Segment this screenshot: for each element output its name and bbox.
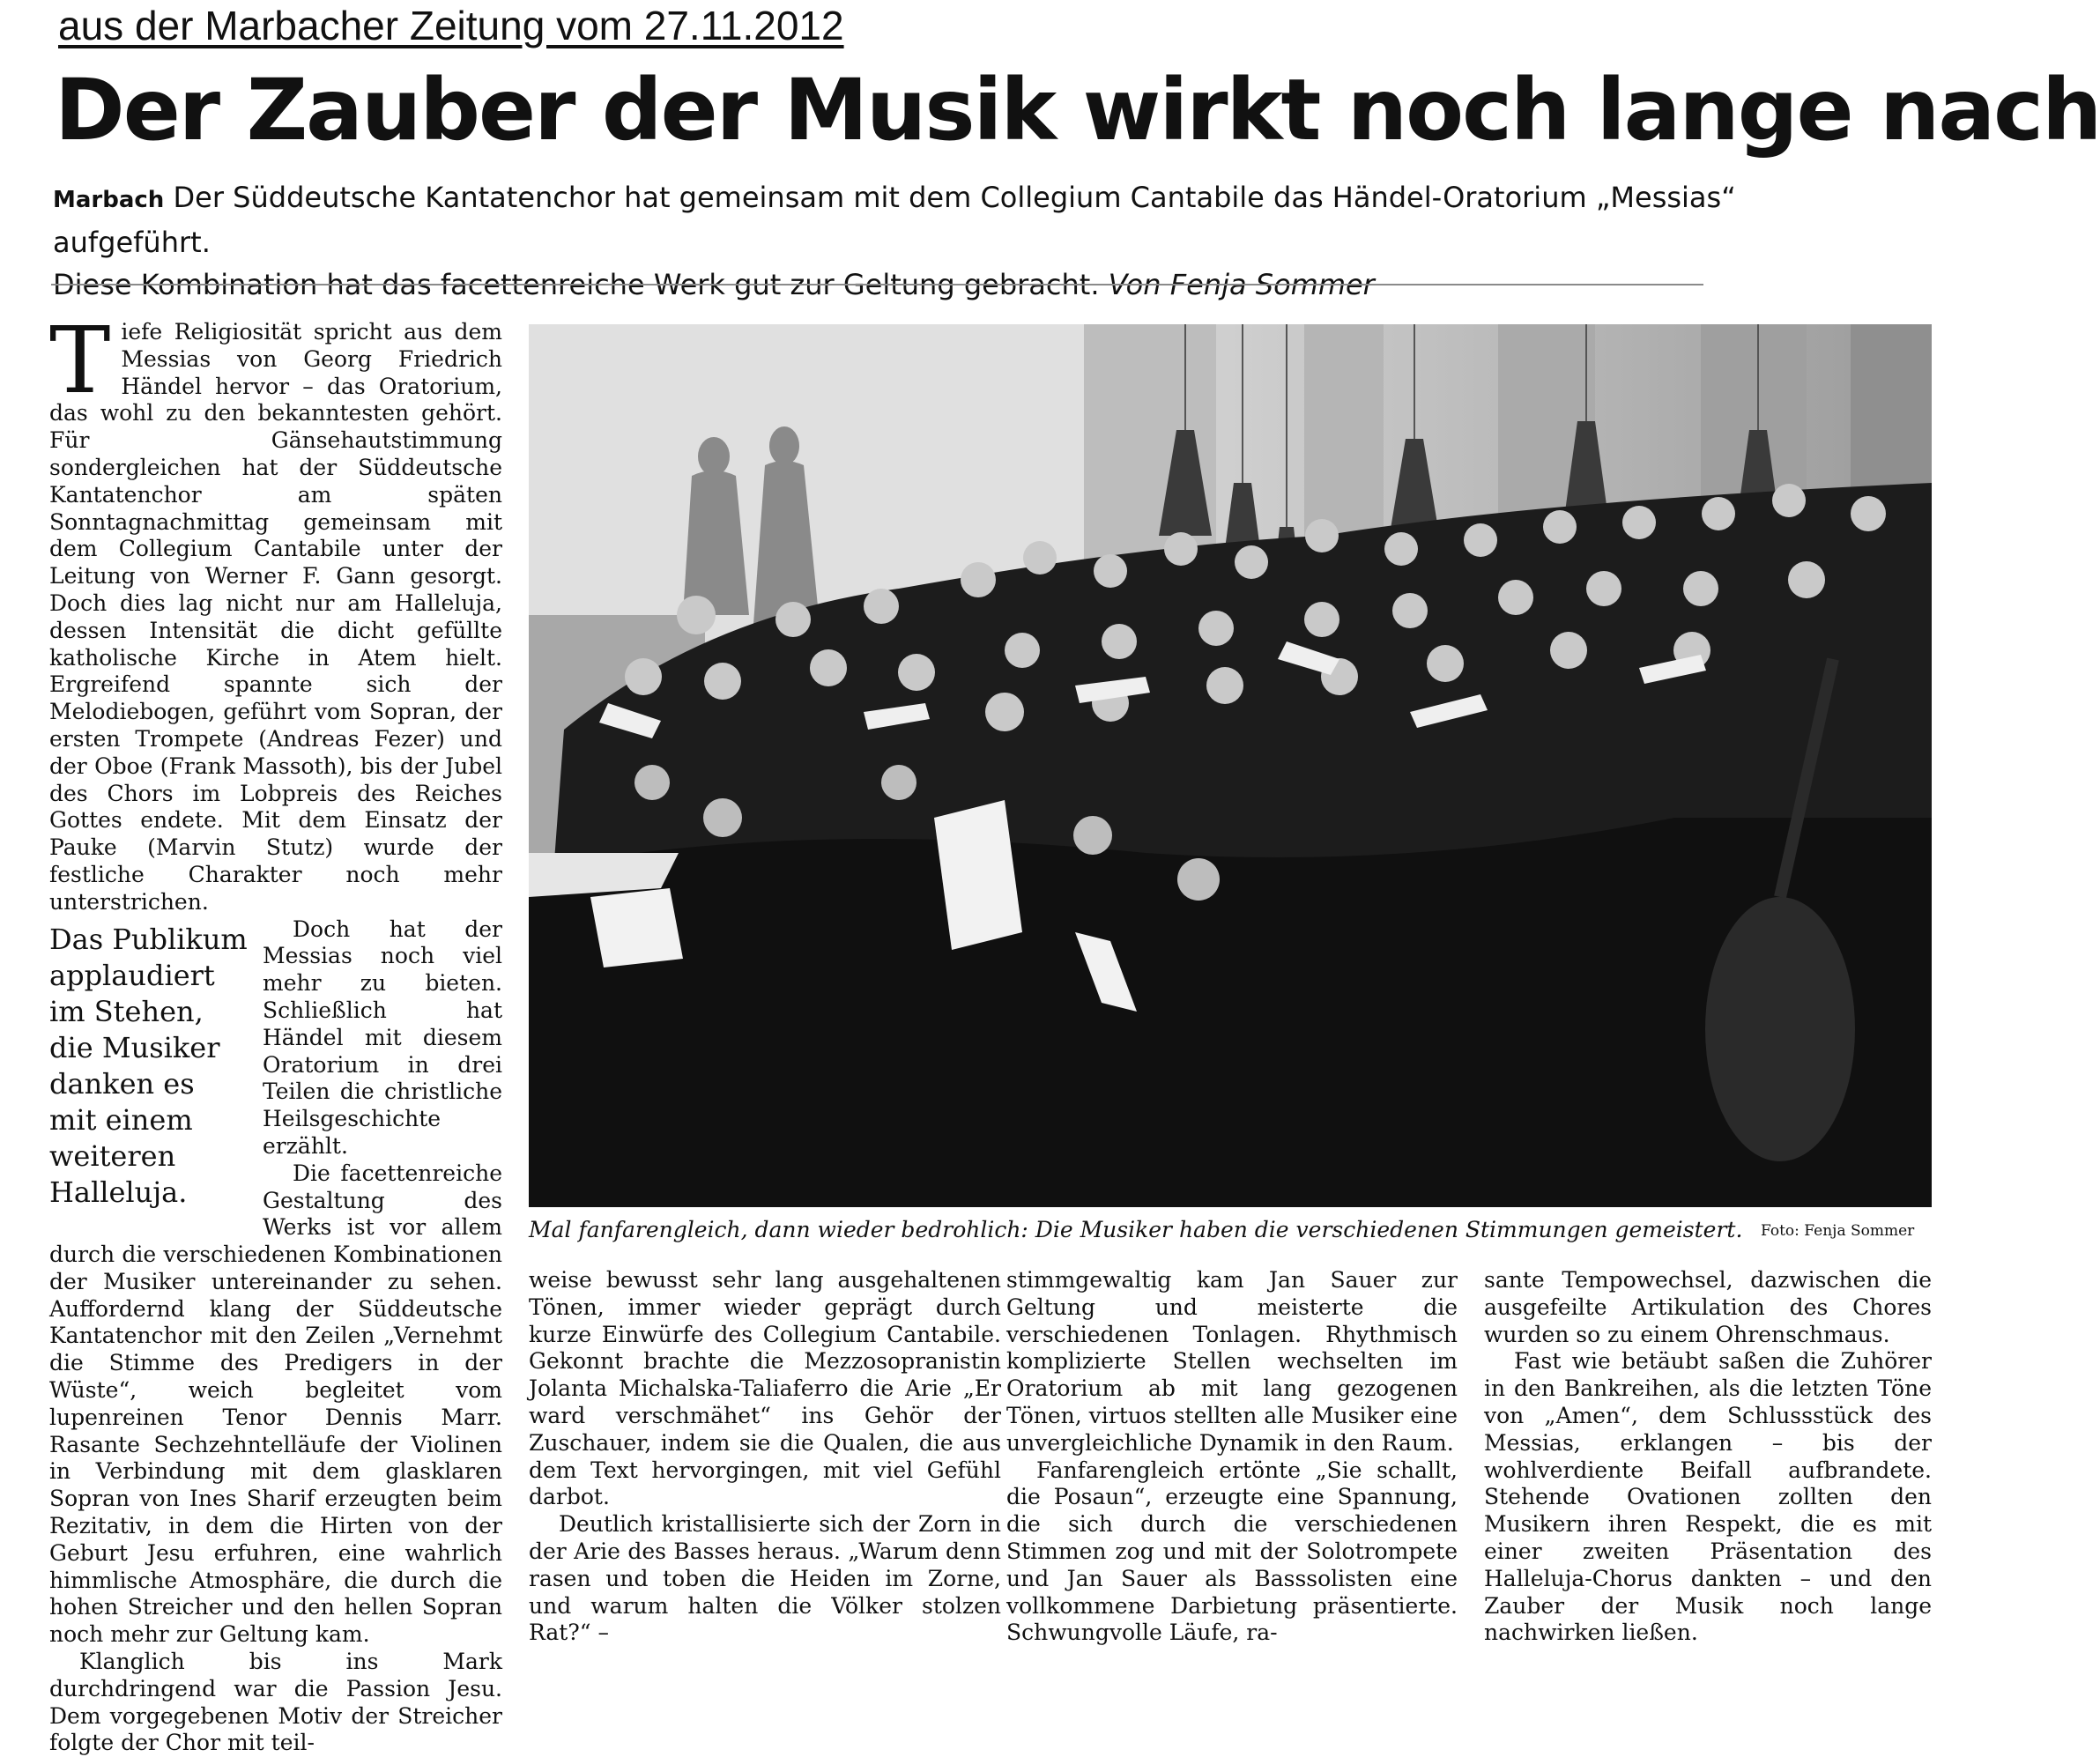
header-rule <box>51 284 1703 285</box>
article-column-3 <box>1006 1267 1458 1647</box>
article-column-2 <box>529 1267 1001 1647</box>
article-paragraph: Fast wie betäubt saßen die Zuhörer in den Bankreihen, als die letzten Töne von „Amen“, dem Schlussstück des Messias, erklangen – bis der wohlverdiente Beifall aufbrandete. Stehende Ovationen zollten den Musikern ihren Respekt, die es mit einer zweiten Präsentation des Halleluja-Chorus dankten – und den Zauber der Musik noch lange nachwirken ließen. <box>1484 1348 1932 1646</box>
article-paragraph: sante Tempowechsel, dazwischen die ausgefeilte Artikulation des Chores wurden so zu einem Ohrenschmaus. <box>1484 1267 1932 1347</box>
byline: Von Fenja Sommer <box>1108 268 1375 301</box>
article-paragraph: Die facettenreiche Gestaltung des Werks ist vor allem durch die verschiedenen Kombinationen der Musiker untereinander zu sehen. Auffordernd klang der Süddeutsche Kantatenchor mit den Zeilen „Vernehmt die Stimme des Predigers in der Wüste“, weich begleitet vom lupenreinen Tenor Dennis Marr. Rasante Sechzehntelläufe der Violinen in Verbindung mit dem glasklaren Sopran von Ines Sharif erzeugten beim Rezitativ, in dem die Hirten von der Geburt Jesu erfuhren, eine wahrlich himmlische Atmosphäre, die durch die hohen Streicher und den hellen Sopran noch mehr zur Geltung kam. <box>49 1160 502 1648</box>
article-paragraph: weise bewusst sehr lang ausgehaltenen Tönen, immer wieder geprägt durch kurze Einwürfe des Collegium Cantabile. Gekonnt brachte die Mezzosopranistin Jolanta Michalska-Taliaferro die Arie „Er ward verschmähet“ ins Gehör der Zuschauer, indem sie die Qualen, die aus dem Text hervorgingen, mit viel Gefühl darbot. <box>529 1267 1001 1510</box>
subhead-line-1 <box>53 176 1886 263</box>
article-column-4 <box>1484 1267 1932 1647</box>
dateline-kicker: Marbach <box>53 187 165 213</box>
subhead <box>53 176 1886 306</box>
photo-caption: Mal fanfarengleich, dann wieder bedrohlich: Die Musiker haben die verschiedenen Stimmungen gemeistert. <box>529 1217 1743 1242</box>
concert-photo <box>529 324 1932 1207</box>
source-line: aus der Marbacher Zeitung vom 27.11.2012 <box>58 3 844 48</box>
article-paragraph: Klanglich bis ins Mark durchdringend war die Passion Jesu. Dem vorgegebenen Motiv der Streicher folgte der Chor mit teil- <box>49 1649 502 1756</box>
article-paragraph: Fanfarengleich ertönte „Sie schallt, die Posaun“, erzeugte eine Spannung, die sich durch die verschiedenen Stimmen zog und mit der Solotrompete und Jan Sauer als Basssolisten eine vollkommene Darbietung präsentierte. Schwungvolle Läufe, ra- <box>1006 1457 1458 1646</box>
concert-photo-image <box>529 324 1932 1207</box>
paragraph-text: iefe Religiosität spricht aus dem Messias von Georg Friedrich Händel hervor – das Oratorium, das wohl zu den bekanntesten gehört. Für Gänsehautstimmung sondergleichen hat der Süddeutsche Kantatenchor am späten Sonntagnachmittag gemeinsam mit dem Collegium Cantabile unter der Leitung von Werner F. Gann gesorgt. Doch dies lag nicht nur am Halleluja, dessen Intensität die dicht gefüllte katholische Kirche in Atem hielt. Ergreifend spannte sich der Melodiebogen, geführt vom Sopran, der ersten Trompete (Andreas Fezer) und der Oboe (Frank Massoth), bis der Jubel des Chors im Lobpreis des Reiches Gottes endete. Mit dem Einsatz der Pauke (Marvin Stutz) wurde der festliche Charakter noch mehr unterstrichen. <box>49 319 502 915</box>
pull-quote: Das Publikum applaudiert im Stehen, die Musiker danken es mit einem weiteren Halleluja. <box>49 922 248 1209</box>
photo-credit: Foto: Fenja Sommer <box>1761 1222 1915 1240</box>
article-paragraph <box>49 307 502 916</box>
subhead-text-1: Der Süddeutsche Kantatenchor hat gemeinsam mit dem Collegium Cantabile das Händel-Oratorium „Messias“ aufgeführt. <box>53 181 1736 259</box>
drop-cap: T <box>49 307 111 414</box>
subhead-text-2: Diese Kombination hat das facettenreiche Werk gut zur Geltung gebracht. <box>53 268 1100 301</box>
article-paragraph: Deutlich kristallisierte sich der Zorn in der Arie des Basses heraus. „Warum denn rasen und toben die Heiden im Zorne, und warum halten die Völker stolzen Rat?“ – <box>529 1511 1001 1646</box>
article-paragraph: stimmgewaltig kam Jan Sauer zur Geltung und meisterte die verschiedenen Tonlagen. Rhythmisch komplizierte Stellen wechselten im Oratorium ab mit lang gezogenen Tönen, virtuos stellten alle Musiker eine unvergleichliche Dynamik in den Raum. <box>1006 1267 1458 1456</box>
article-paragraph: Doch hat der Messias noch viel mehr zu bieten. Schließlich hat Händel mit diesem Oratorium in drei Teilen die christliche Heilsgeschichte erzählt. <box>263 916 502 1159</box>
article-column-1 <box>49 307 502 1757</box>
headline: Der Zauber der Musik wirkt noch lange nach <box>55 61 2100 159</box>
